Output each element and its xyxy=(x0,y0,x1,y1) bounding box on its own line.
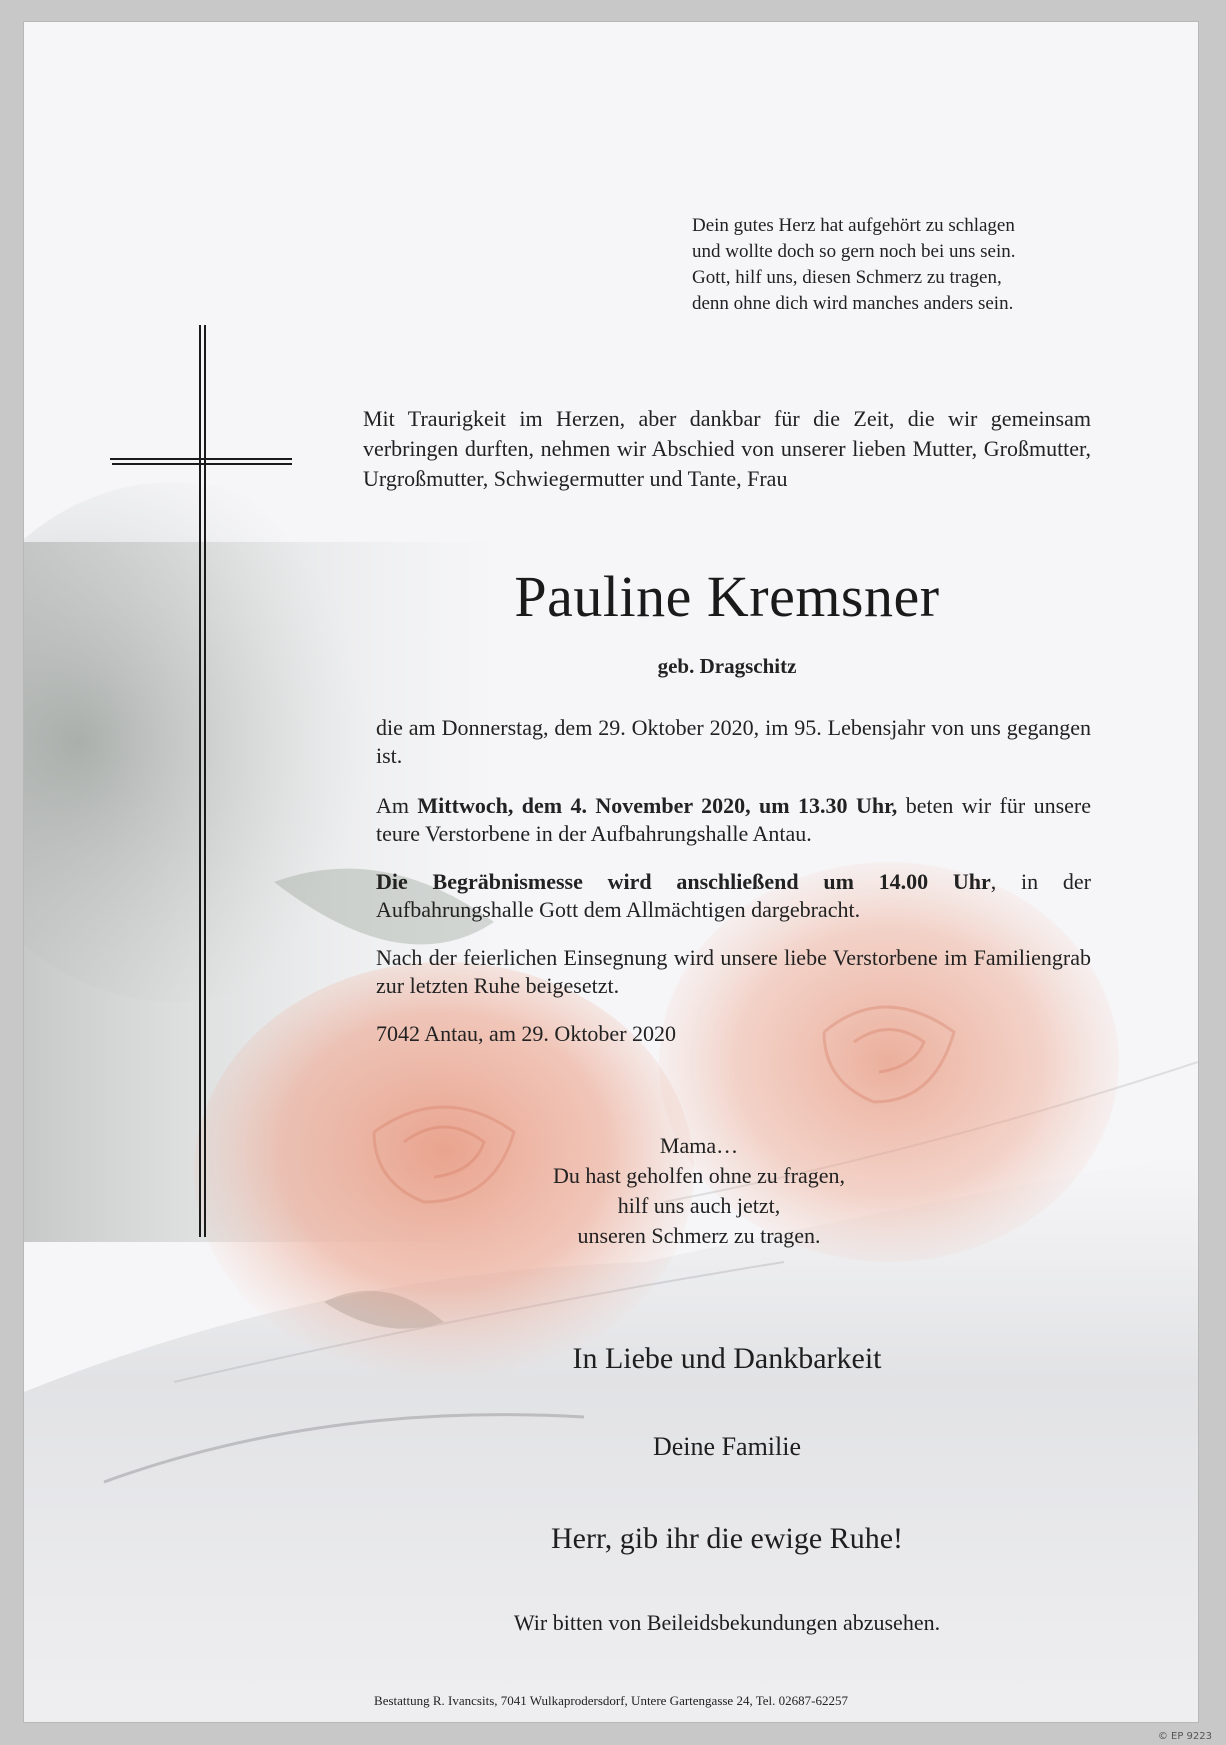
prayer-prefix: Am xyxy=(376,793,418,818)
prayer-suffix: beten wir für unsere teure Verstorbene in der Aufbahrungshalle Antau. xyxy=(376,793,1091,846)
cross-vertical-bar xyxy=(199,325,201,1237)
cross-horizontal-bar xyxy=(110,458,292,460)
closing-prayer: Herr, gib ihr die ewige Ruhe! xyxy=(550,1522,904,1555)
funeral-home-footer: Bestattung R. Ivancsits, 7041 Wulkaprodersdorf, Untere Gartengasse 24, Tel. 02687-62257 xyxy=(374,1693,848,1708)
poem-line: unseren Schmerz zu tragen. xyxy=(577,1223,821,1248)
poem-line: Du hast geholfen ohne zu fragen, xyxy=(552,1163,845,1188)
mass-notice xyxy=(376,868,1091,924)
mass-time: Die Begräbnismesse wird anschließend um 14.00 Uhr xyxy=(376,869,991,894)
obituary-page xyxy=(24,22,1198,1722)
cross-horizontal-bar xyxy=(112,463,292,465)
poem-line: Gott, hilf uns, diesen Schmerz zu tragen, xyxy=(692,267,1002,288)
poem-mama xyxy=(454,1131,944,1251)
burial-notice: Nach der feierlichen Einsegnung wird unsere liebe Verstorbene im Familiengrab zur letzten Ruhe beigesetzt. xyxy=(376,945,1091,998)
poem-line: Dein gutes Herz hat aufgehört zu schlagen xyxy=(692,215,1015,236)
poem-line: und wollte doch so gern noch bei uns sein. xyxy=(692,241,1016,262)
intro-paragraph: Mit Traurigkeit im Herzen, aber dankbar für die Zeit, die wir gemeinsam verbringen durften, nehmen wir Abschied von unserer lieben Mutter, Großmutter, Urgroßmutter, Schwiegermutter und Tante, Frau xyxy=(363,406,1091,491)
birth-name: geb. Dragschitz xyxy=(657,654,797,678)
death-notice: die am Donnerstag, dem 29. Oktober 2020, im 95. Lebensjahr von uns gegangen ist. xyxy=(376,715,1091,768)
closing-love: In Liebe und Dankbarkeit xyxy=(572,1342,882,1375)
deceased-name: Pauline Kremsner xyxy=(514,564,940,629)
cross-vertical-bar xyxy=(204,325,206,1237)
prayer-notice xyxy=(376,792,1091,848)
poem-line: hilf uns auch jetzt, xyxy=(617,1193,781,1218)
copyright-mark: © EP 9223 xyxy=(1157,1731,1212,1742)
condolence-request: Wir bitten von Beileidsbekundungen abzusehen. xyxy=(513,1610,941,1635)
prayer-date-time: Mittwoch, dem 4. November 2020, um 13.30 Uhr, xyxy=(417,793,898,818)
mass-suffix: , in der Aufbahrungshalle Gott dem Allmächtigen dargebracht. xyxy=(376,869,1091,922)
poem-line: denn ohne dich wird manches anders sein. xyxy=(692,293,1014,314)
place-date: 7042 Antau, am 29. Oktober 2020 xyxy=(376,1021,677,1046)
poem-line: Mama… xyxy=(659,1133,739,1158)
closing-family: Deine Familie xyxy=(652,1432,801,1461)
poem-top xyxy=(692,213,1092,317)
